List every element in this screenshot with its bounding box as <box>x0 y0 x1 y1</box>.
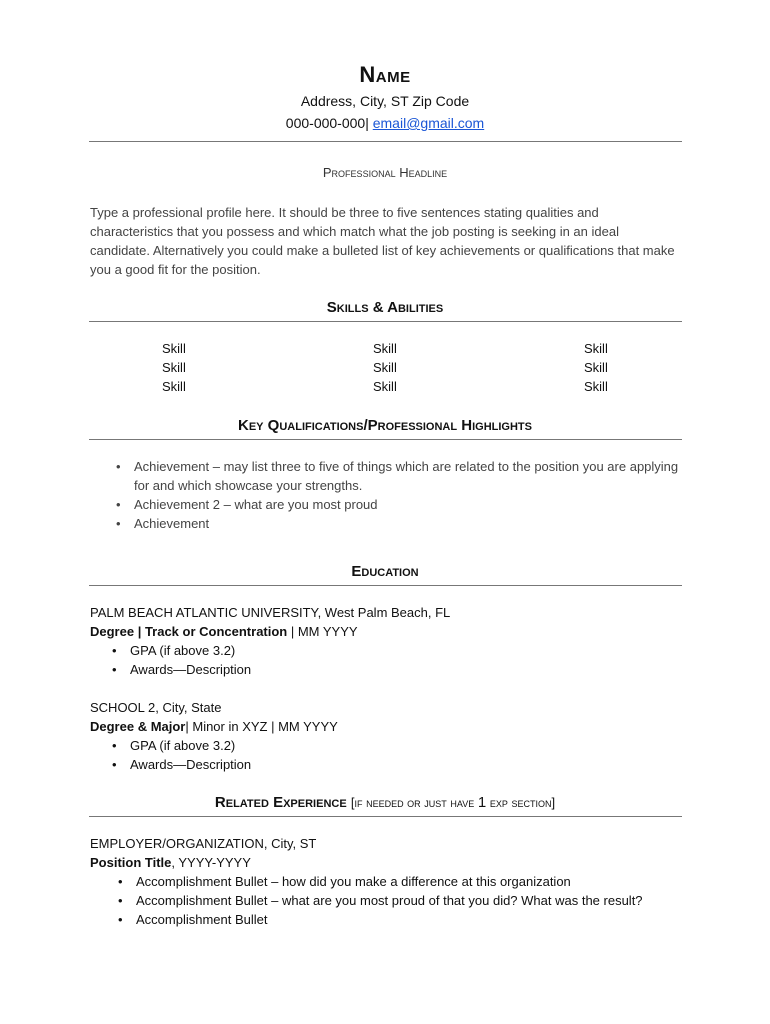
professional-headline: Professional Headline <box>322 165 448 180</box>
school-name: PALM BEACH ATLANTIC UNIVERSITY <box>90 605 318 620</box>
skills-column-2 <box>373 339 397 396</box>
candidate-name: Name <box>359 62 411 87</box>
employer-name: EMPLOYER/ORGANIZATION <box>90 836 264 851</box>
contact-line <box>0 115 770 131</box>
experience-entry <box>90 834 682 929</box>
address-line: Address, City, ST Zip Code <box>300 93 470 109</box>
degree-name: Degree & Major <box>90 719 186 734</box>
list-item: • Accomplishment Bullet – how did you make a difference at this organization <box>114 872 682 891</box>
degree-name: Degree | Track or Concentration <box>90 624 288 639</box>
school-location: , City, State <box>155 700 222 715</box>
degree-detail: | Minor in XYZ | MM YYYY <box>185 719 338 734</box>
education-divider <box>89 585 682 586</box>
email-link[interactable]: email@gmail.com <box>372 115 485 131</box>
employer-location: , City, ST <box>263 836 317 851</box>
experience-note-suffix: exp section] <box>486 795 556 810</box>
school-location: , West Palm Beach, FL <box>317 605 451 620</box>
highlights-list <box>112 457 684 533</box>
skill-item: Skill <box>373 360 397 375</box>
list-item: • Accomplishment Bullet – what are you most proud of that you did? What was the result? <box>114 891 682 910</box>
skill-item: Skill <box>162 341 186 356</box>
highlights-title: Key Qualifications/Professional Highlights <box>238 417 532 434</box>
list-item: • GPA (if above 3.2) <box>108 736 682 755</box>
list-item: • Achievement – may list three to five of things which are related to the position you are applying for and which showcase your strengths. <box>112 457 684 495</box>
list-item: • Achievement <box>112 514 684 533</box>
experience-title-text: Related Experience <box>214 794 347 811</box>
list-item: • GPA (if above 3.2) <box>108 641 682 660</box>
list-item: • Achievement 2 – what are you most proud <box>112 495 684 514</box>
profile-paragraph: Type a professional profile here. It should be three to five sentences stating qualities and characteristics that you possess and which match what the job posting is seeking in an ideal candidate. Alternatively you could make a bulleted list of key achievements or qualifications that make you a good fit for the position. <box>90 205 675 277</box>
education-entry-2 <box>90 698 682 774</box>
skill-item: Skill <box>584 360 608 375</box>
degree-detail: | MM YYYY <box>287 624 358 639</box>
list-item: • Awards—Description <box>108 660 682 679</box>
position-dates: , YYYY-YYYY <box>171 855 251 870</box>
list-item: • Awards—Description <box>108 755 682 774</box>
position-title: Position Title <box>90 855 172 870</box>
experience-note-number: 1 <box>477 794 487 811</box>
skill-item: Skill <box>373 379 397 394</box>
skills-title: Skills & Abilities <box>326 299 444 316</box>
education-entry-1 <box>90 603 682 679</box>
phone-number: 000-000-000| <box>285 115 369 131</box>
school-name: SCHOOL 2 <box>90 700 156 715</box>
skill-item: Skill <box>584 341 608 356</box>
experience-note-prefix: [if needed or just have <box>350 795 478 810</box>
skills-column-1 <box>162 339 186 396</box>
skills-divider <box>89 321 682 322</box>
education-title: Education <box>351 563 419 580</box>
header-divider <box>89 141 682 142</box>
skill-item: Skill <box>162 379 186 394</box>
experience-note <box>351 795 555 810</box>
skill-item: Skill <box>584 379 608 394</box>
skill-item: Skill <box>373 341 397 356</box>
experience-title <box>0 794 770 811</box>
list-item: • Accomplishment Bullet <box>114 910 682 929</box>
skills-column-3 <box>584 339 608 396</box>
skill-item: Skill <box>162 360 186 375</box>
experience-divider <box>89 816 682 817</box>
highlights-divider <box>89 439 682 440</box>
